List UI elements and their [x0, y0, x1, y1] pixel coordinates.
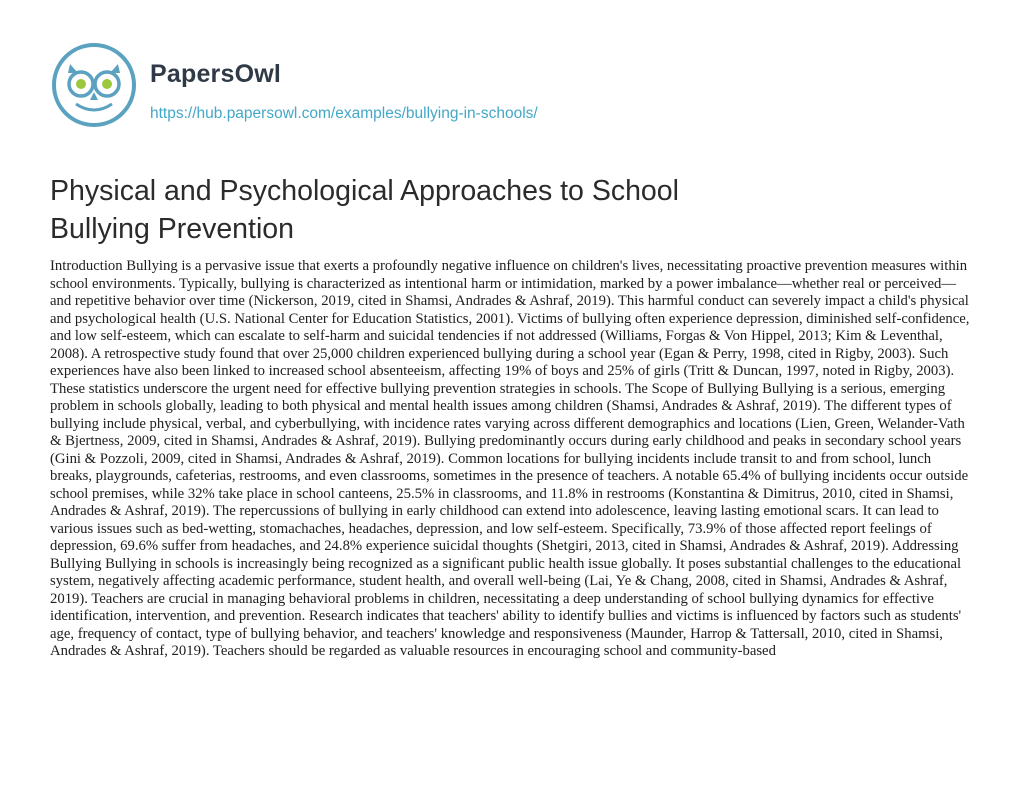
source-url-link[interactable]: https://hub.papersowl.com/examples/bullying-in-schools/: [150, 105, 538, 122]
brand-header: [50, 42, 990, 132]
document-title: Physical and Psychological Approaches to School Bullying Prevention: [50, 175, 679, 245]
owl-logo-icon: [50, 42, 138, 128]
document-body-text: Introduction Bullying is a pervasive issue that exerts a profoundly negative influence on children's lives, necessitating proactive prevention measures within school environments. Typically, bullying is characterized as intentional harm or intimidation, marked by a power imbalance—whether real or perceived—and repetitive behavior over time (Nickerson, 2019, cited in Shamsi, Andrades & Ashraf, 2019). This harmful conduct can severely impact a child's physical and psychological health (U.S. National Center for Education Statistics, 2001). Victims of bullying often experience depression, diminished self-confidence, and low self-esteem, which can escalate to self-harm and suicidal tendencies if not addressed (Williams, Forgas & Von Hippel, 2013; Kim & Leventhal, 2008). A retrospective study found that over 25,000 children experienced bullying during a school year (Egan & Perry, 1998, cited in Rigby, 2003). Such experiences have also been linked to increased school absenteeism, affecting 19% of boys and 25% of girls (Tritt & Duncan, 1997, noted in Rigby, 2003). These statistics underscore the urgent need for effective bullying prevention strategies in schools. The Scope of Bullying Bullying is a serious, emerging problem in schools globally, leading to both physical and mental health issues among children (Shamsi, Andrades & Ashraf, 2019). The different types of bullying include physical, verbal, and cyberbullying, with incidence rates varying across different demographics and locations (Lien, Green, Welander-Vath & Bjertness, 2009, cited in Shamsi, Andrades & Ashraf, 2019). Bullying predominantly occurs during early childhood and peaks in secondary school years (Gini & Pozzoli, 2009, cited in Shamsi, Andrades & Ashraf, 2019). Common locations for bullying incidents include transit to and from school, lunch breaks, playgrounds, cafeterias, restrooms, and even classrooms, sometimes in the presence of teachers. A notable 65.4% of bullying incidents occur outside school premises, while 32% take place in school canteens, 25.5% in classrooms, and 11.8% in restrooms (Konstantina & Dimitrus, 2010, cited in Shamsi, Andrades & Ashraf, 2019). The repercussions of bullying in early childhood can extend into adolescence, leaving lasting emotional scars. It can lead to various issues such as bed-wetting, stomachaches, headaches, depression, and low self-esteem. Specifically, 73.9% of those affected report feelings of depression, 69.6% suffer from headaches, and 24.8% experience suicidal thoughts (Shetgiri, 2013, cited in Shamsi, Andrades & Ashraf, 2019). Addressing Bullying Bullying in schools is increasingly being recognized as a significant public health issue globally. It poses substantial challenges to the educational system, negatively affecting academic performance, student health, and overall well-being (Lai, Ye & Chang, 2008, cited in Shamsi, Andrades & Ashraf, 2019). Teachers are crucial in managing behavioral problems in children, necessitating a deep understanding of school bullying dynamics for effective identification, intervention, and prevention. Research indicates that teachers' ability to identify bullies and victims is influenced by factors such as students' age, frequency of contact, type of bullying behavior, and teachers' knowledge and responsiveness (Maunder, Harrop & Tattersall, 2010, cited in Shamsi, Andrades & Ashraf, 2019). Teachers should be regarded as valuable resources in encouraging school and community-based: [50, 258, 970, 659]
brand-name: PapersOwl: [150, 60, 282, 88]
